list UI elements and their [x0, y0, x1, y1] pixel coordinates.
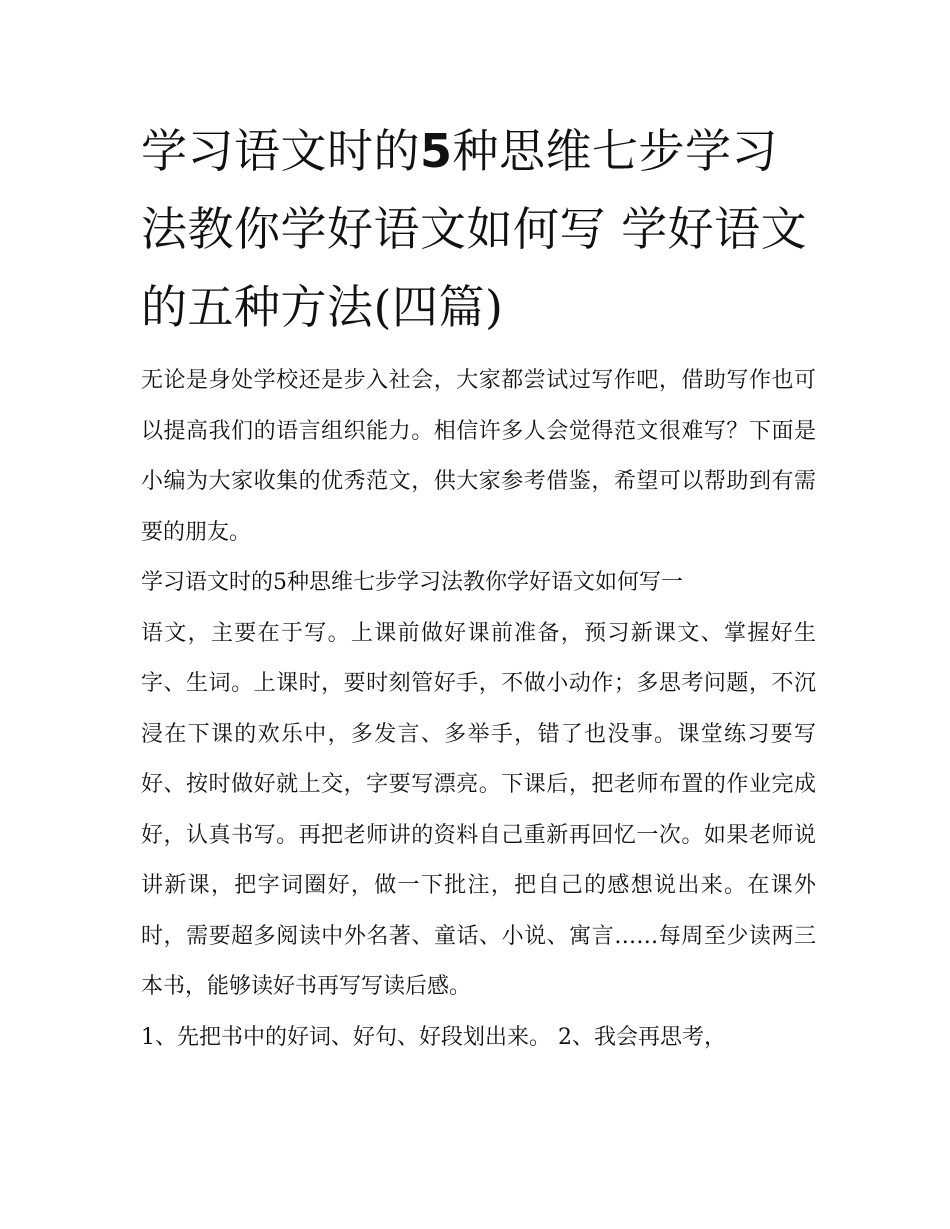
document-title: [141, 112, 816, 346]
section-heading: 学习语文时的5种思维七步学习法教你学好语文如何写一: [141, 570, 683, 595]
list-paragraph: 1、先把书中的好词、好句、好段划出来。 2、我会再思考，: [141, 1024, 726, 1050]
document-body: [141, 112, 816, 1063]
title-number: 5: [420, 124, 453, 178]
title-text-start: 学习语文时的: [141, 124, 420, 178]
title-text-end: 种思维七步学习法教你学好语文如何写 学好语文的五种方法(四篇): [141, 124, 808, 334]
intro-paragraph: 无论是身处学校还是步入社会，大家都尝试过写作吧，借助写作也可以提高我们的语言组织能力。相信许多人会觉得范文很难写？下面是小编为大家收集的优秀范文，供大家参考借鉴，希望可以帮助到有需要的朋友。: [141, 368, 816, 545]
body-paragraph: 语文，主要在于写。上课前做好课前准备，预习新课文、掌握好生字、生词。上课时，要时刻管好手，不做小动作；多思考问题，不沉浸在下课的欢乐中，多发言、多举手，错了也没事。课堂练习要写好、按时做好就上交，字要写漂亮。下课后，把老师布置的作业完成好，认真书写。再把老师讲的资料自己重新再回忆一次。如果老师说讲新课，把字词圈好，做一下批注，把自己的感想说出来。在课外时，需要超多阅读中外名著、童话、小说、寓言……每周至少读两三本书，能够读好书再写写读后感。: [141, 620, 816, 999]
